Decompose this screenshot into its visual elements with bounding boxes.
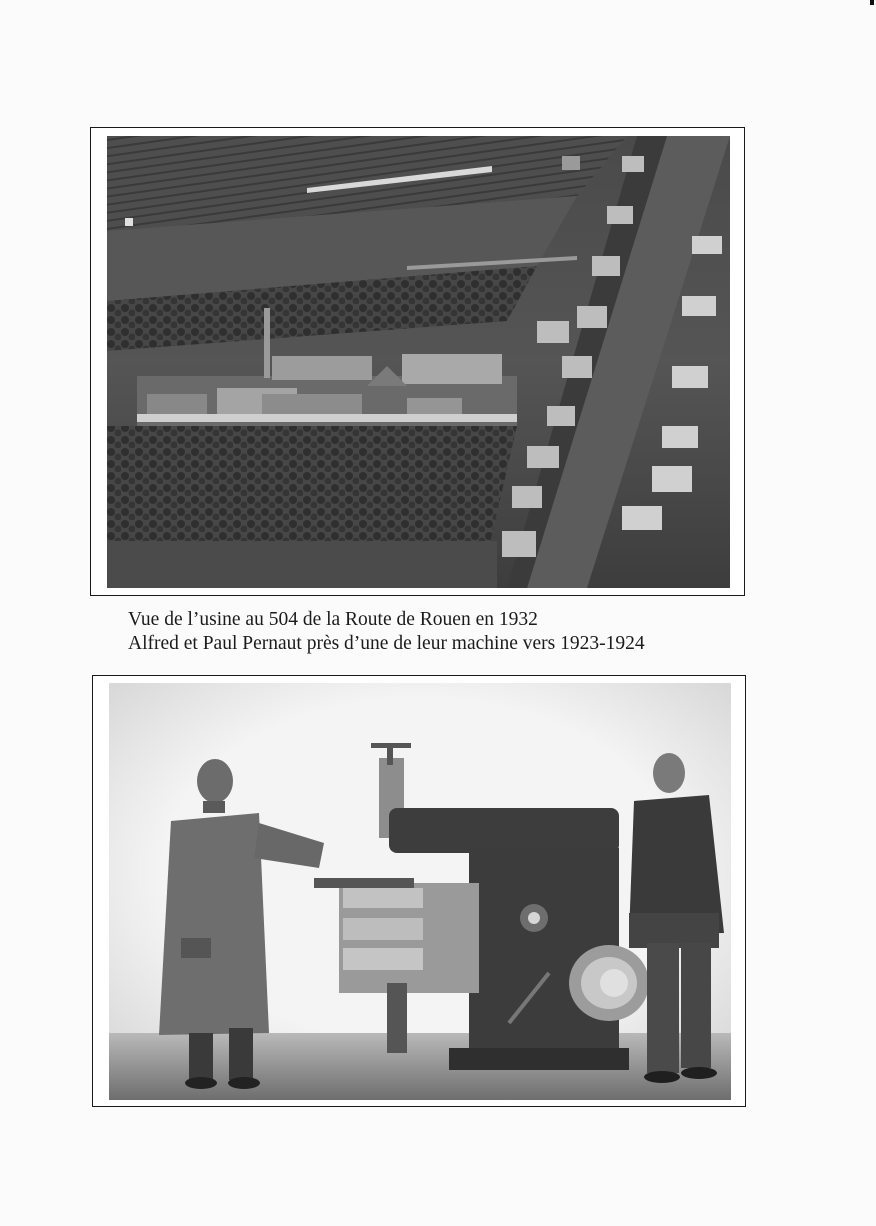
caption-portrait: Alfred et Paul Pernaut près d’une de leur machine vers 1923-1924: [128, 633, 645, 654]
caption-aerial: Vue de l’usine au 504 de la Route de Rouen en 1932: [128, 609, 538, 630]
men-with-machine-photo: [109, 683, 731, 1100]
scan-mark: [870, 0, 874, 5]
caption-block: [128, 608, 645, 656]
aerial-factory-photo: [107, 136, 730, 588]
portrait-photo-frame: [92, 675, 746, 1107]
aerial-photo-frame: [90, 127, 745, 596]
